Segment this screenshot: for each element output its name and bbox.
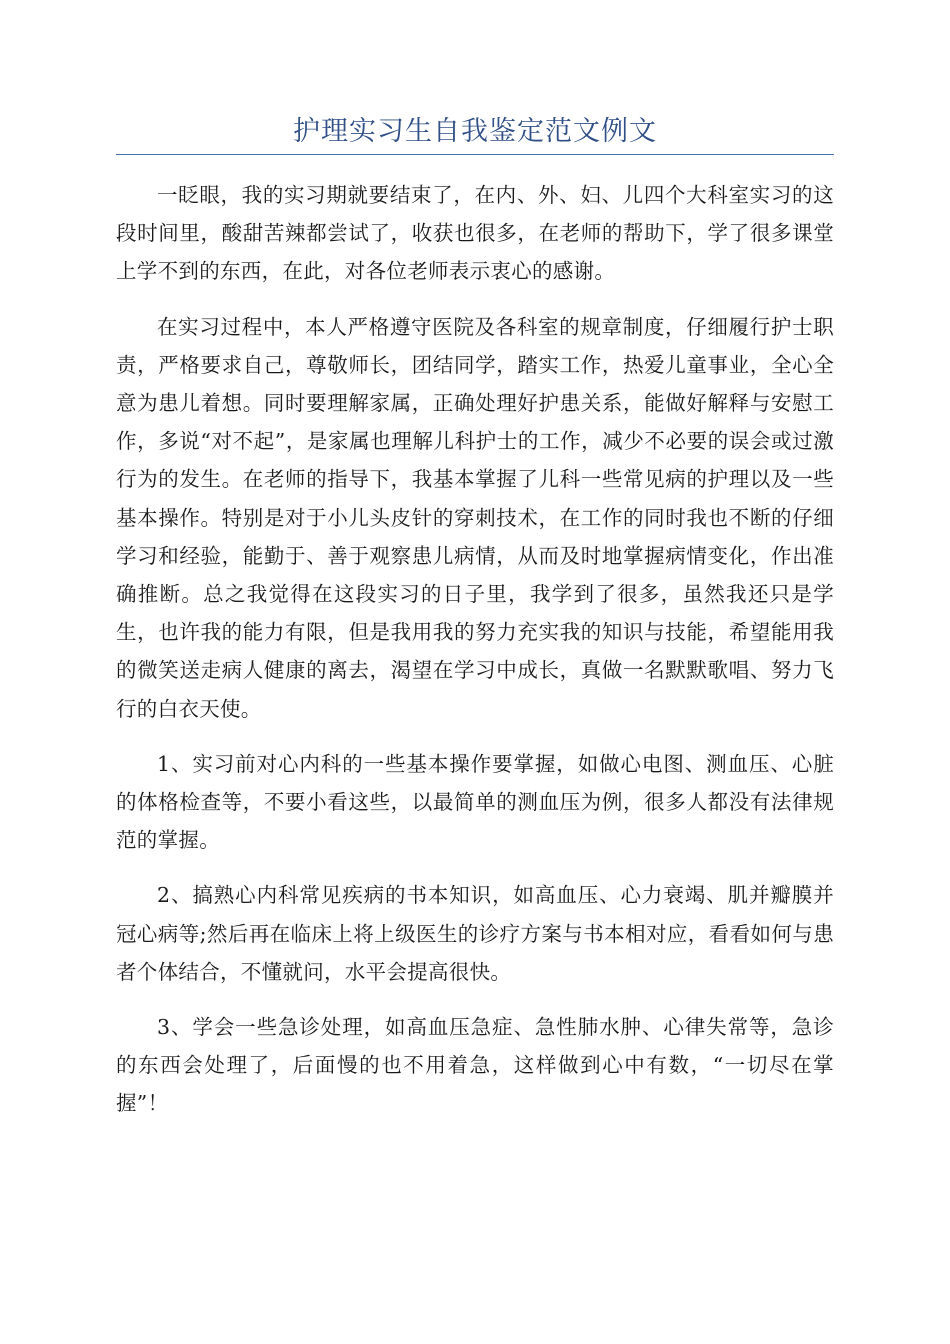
paragraph-point-1: 1、实习前对心内科的一些基本操作要掌握，如做心电图、测血压、心脏的体格检查等，不要小看这些，以最简单的测血压为例，很多人都没有法律规范的掌握。	[116, 751, 834, 853]
document-body	[116, 176, 834, 1140]
paragraph-intro: 一眨眼，我的实习期就要结束了，在内、外、妇、儿四个大科室实习的这段时间里，酸甜苦辣都尝试了，收获也很多，在老师的帮助下，学了很多课堂上学不到的东西，在此，对各位老师表示衷心的感谢。	[116, 183, 834, 284]
paragraph-internship-process: 在实习过程中，本人严格遵守医院及各科室的规章制度，仔细履行护士职责，严格要求自己，尊敬师长，团结同学，踏实工作，热爱儿童事业，全心全意为患儿着想。同时要理解家属，正确处理好护患关系，能做好解释与安慰工作，多说“对不起”，是家属也理解儿科护士的工作，减少不必要的误会或过激行为的发生。在老师的指导下，我基本掌握了儿科一些常见病的护理以及一些基本操作。特别是对于小儿头皮针的穿刺技术，在工作的同时我也不断的仔细学习和经验，能勤于、善于观察患儿病情，从而及时地掌握病情变化，作出准确推断。总之我觉得在这段实习的日子里，我学到了很多，虽然我还只是学生，也许我的能力有限，但是我用我的努力充实我的知识与技能，希望能用我的微笑送走病人健康的离去，渴望在学习中成长，真做一名默默歌唱、努力飞行的白衣天使。	[116, 314, 834, 721]
title-underline	[116, 154, 834, 155]
paragraph-point-2: 2、搞熟心内科常见疾病的书本知识，如高血压、心力衰竭、肌并瓣膜并冠心病等;然后再在临床上将上级医生的诊疗方案与书本相对应，看看如何与患者个体结合，不懂就问，水平会提高很快。	[116, 883, 834, 984]
document-title: 护理实习生自我鉴定范文例文	[293, 116, 657, 147]
paragraph-point-3: 3、学会一些急诊处理，如高血压急症、急性肺水肿、心律失常等，急诊的东西会处理了，后面慢的也不用着急，这样做到心中有数，“一切尽在掌握”！	[116, 1015, 834, 1116]
